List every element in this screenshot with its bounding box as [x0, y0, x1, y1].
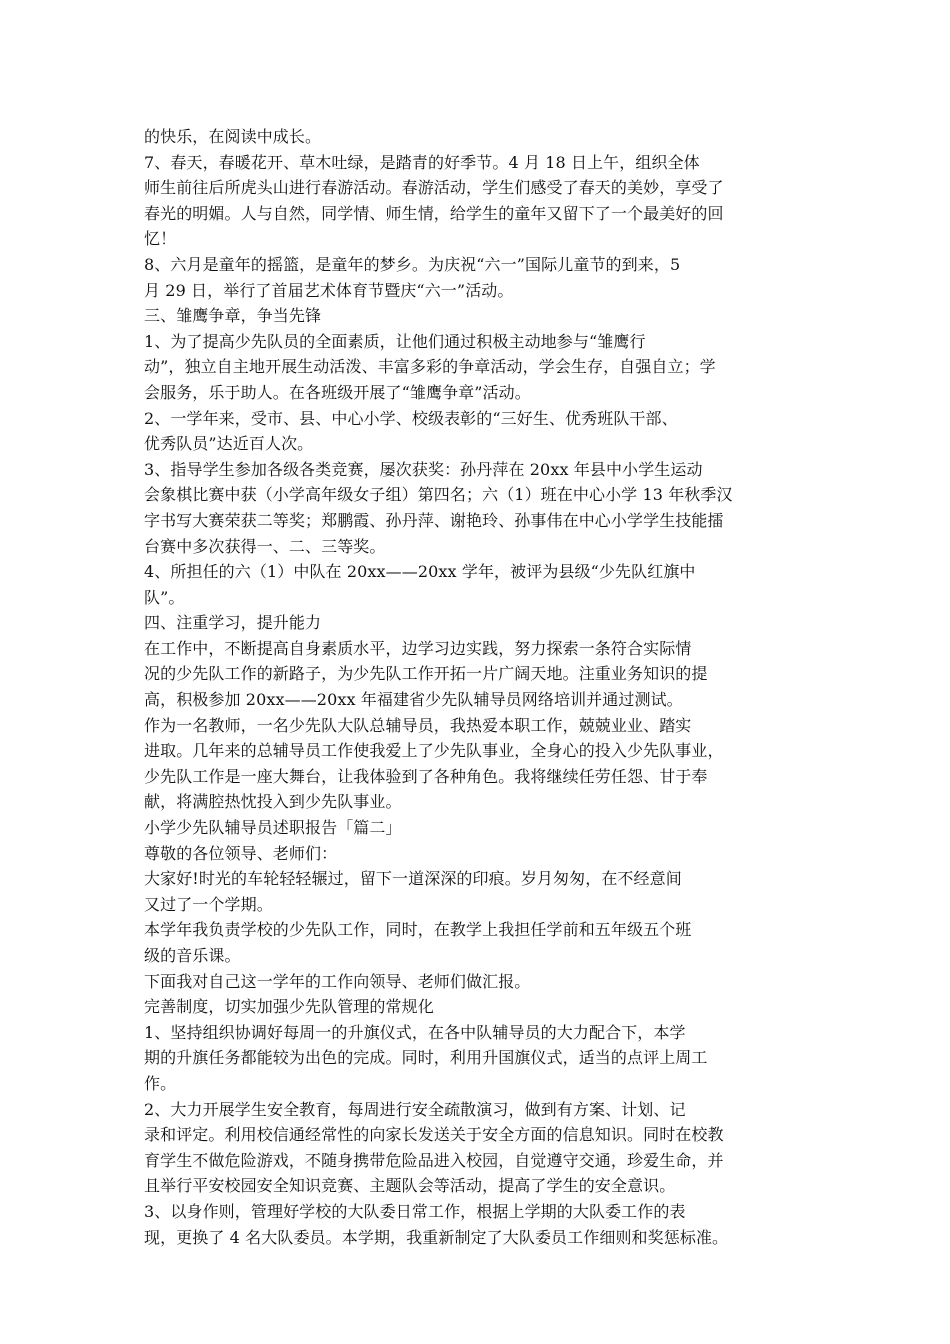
text-line: 高，积极参加 20xx——20xx 年福建省少先队辅导员网络培训并通过测试。: [144, 690, 683, 710]
text-line: 3、以身作则，管理好学校的大队委日常工作，根据上学期的大队委工作的表: [144, 1201, 686, 1221]
text-line: 大家好!时光的车轮轻轻辗过，留下一道深深的印痕。岁月匆匆，在不经意间: [144, 869, 682, 889]
text-line: 献，将满腔热忱投入到少先队事业。: [144, 792, 402, 812]
salutation: 尊敬的各位领导、老师们：: [144, 843, 338, 863]
text-line: 队”。: [144, 587, 185, 607]
text-line: 且举行平安校园安全知识竞赛、主题队会等活动，提高了学生的安全意识。: [144, 1176, 676, 1196]
text-line: 3、指导学生参加各级各类竞赛，屡次获奖：孙丹萍在 20xx 年县中小学生运动: [144, 459, 703, 479]
text-line: 优秀队员”达近百人次。: [144, 434, 314, 454]
text-line: 作为一名教师，一名少先队大队总辅导员，我热爱本职工作，兢兢业业、踏实: [144, 715, 692, 735]
text-line: 级的音乐课。: [144, 946, 241, 965]
text-line: 在工作中，不断提高自身素质水平，边学习边实践，努力探索一条符合实际情: [144, 638, 692, 658]
text-line: 4、所担任的六（1）中队在 20xx——20xx 学年，被评为县级“少先队红旗中: [144, 562, 696, 582]
text-line: 录和评定。利用校信通经常性的向家长发送关于安全方面的信息知识。同时在校教: [144, 1125, 724, 1145]
text-line: 况的少先队工作的新路子，为少先队工作开拓一片广阔天地。注重业务知识的提: [144, 664, 708, 684]
text-line: 8、六月是童年的摇篮，是童年的梦乡。为庆祝“六一”国际儿童节的到来，5: [144, 254, 681, 274]
text-line: 师生前往后所虎头山进行春游活动。春游活动，学生们感受了春天的美妙，享受了: [144, 178, 724, 198]
text-line: 春光的明媚。人与自然，同学情、师生情，给学生的童年又留下了一个最美好的回: [144, 203, 724, 223]
text-line: 7、春天，春暖花开、草木吐绿，是踏青的好季节。4 月 18 日上午，组织全体: [144, 152, 700, 172]
text-line: 少先队工作是一座大舞台，让我体验到了各种角色。我将继续任劳任怨、甘于奉: [144, 766, 708, 786]
text-line: 月 29 日，举行了首届艺术体育节暨庆“六一”活动。: [144, 280, 514, 300]
text-line: 进取。几年来的总辅导员工作使我爱上了少先队事业，全身心的投入少先队事业，: [144, 741, 724, 761]
report-title: 小学少先队辅导员述职报告「篇二」: [144, 818, 402, 838]
text-line: 台赛中多次获得一、二、三等奖。: [144, 536, 386, 556]
text-line: 1、坚持组织协调好每周一的升旗仪式，在各中队辅导员的大力配合下，本学: [144, 1022, 686, 1042]
text-line: 育学生不做危险游戏，不随身携带危险品进入校园，自觉遵守交通，珍爱生命，并: [144, 1150, 724, 1170]
section-heading: 三、雏鹰争章，争当先锋: [144, 306, 322, 326]
text-line: 会服务，乐于助人。在各班级开展了“雏鹰争章”活动。: [144, 382, 531, 402]
section-heading: 完善制度，切实加强少先队管理的常规化: [144, 997, 434, 1017]
text-line: 作。: [144, 1073, 177, 1093]
text-line: 动”，独立自主地开展生动活泼、丰富多彩的争章活动，学会生存，自强自立；学: [144, 357, 716, 377]
text-line: 又过了一个学期。: [144, 894, 273, 914]
text-line: 忆！: [144, 229, 177, 249]
text-line: 现，更换了 4 名大队委员。本学期，我重新制定了大队委员工作细则和奖惩标准。: [144, 1227, 729, 1247]
text-line: 会象棋比赛中获（小学高年级女子组）第四名；六（1）班在中心小学 13 年秋季汉: [144, 485, 733, 505]
text-line: 字书写大赛荣获二等奖；郑鹏霞、孙丹萍、谢艳玲、孙事伟在中心小学学生技能擂: [144, 510, 724, 530]
text-line: 的快乐，在阅读中成长。: [144, 127, 322, 146]
text-line: 2、大力开展学生安全教育，每周进行安全疏散演习，做到有方案、计划、记: [144, 1099, 686, 1119]
text-line: 下面我对自己这一学年的工作向领导、老师们做汇报。: [144, 971, 531, 991]
text-line: 期的升旗任务都能较为出色的完成。同时，利用升国旗仪式，适当的点评上周工: [144, 1048, 708, 1068]
text-line: 1、为了提高少先队员的全面素质，让他们通过积极主动地参与“雏鹰行: [144, 331, 646, 351]
text-line: 2、一学年来，受市、县、中心小学、校级表彰的“三好生、优秀班队干部、: [144, 408, 678, 428]
text-line: 本学年我负责学校的少先队工作，同时，在教学上我担任学前和五年级五个班: [144, 920, 692, 940]
section-heading: 四、注重学习，提升能力: [144, 613, 322, 633]
document-page: [144, 124, 754, 1250]
